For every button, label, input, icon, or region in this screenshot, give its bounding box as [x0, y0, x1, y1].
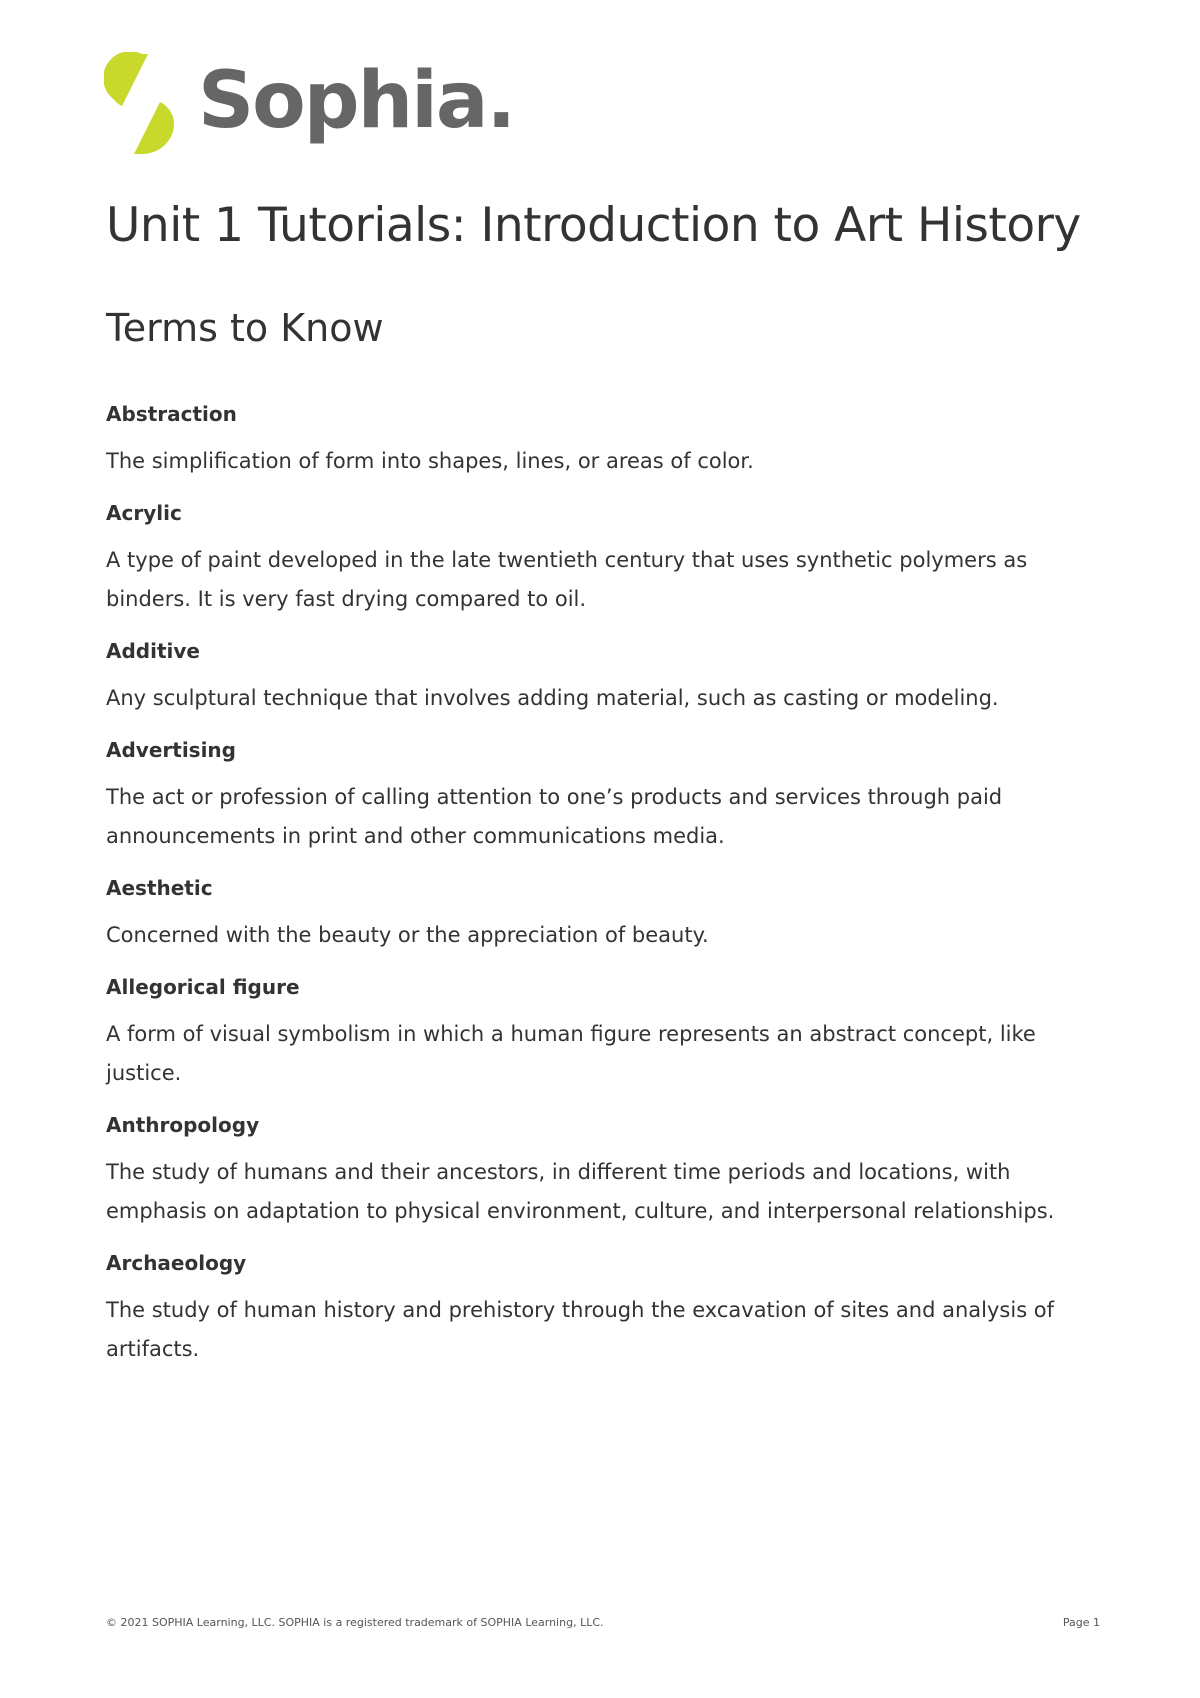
section-title: Terms to Know [106, 306, 384, 350]
term-name: Abstraction [106, 402, 237, 426]
term-name: Archaeology [106, 1251, 247, 1275]
term-entry [106, 400, 1096, 481]
brand-dot: . [486, 56, 515, 146]
term-name: Acrylic [106, 501, 182, 525]
document-body [106, 190, 1096, 1387]
page-footer [106, 1616, 1100, 1629]
term-entry [106, 1249, 1096, 1369]
term-definition: The study of humans and their ancestors, in different time periods and locations, with emphasis on adaptation to physical environment, culture, and interpersonal relationships. [106, 1160, 1055, 1223]
term-entry [106, 874, 1096, 955]
term-entry [106, 1111, 1096, 1231]
document-title: Unit 1 Tutorials: Introduction to Art History [106, 198, 1081, 253]
brand-name: Sophia [198, 56, 487, 146]
term-name: Allegorical figure [106, 975, 300, 999]
term-name: Advertising [106, 738, 236, 762]
sophia-s-logo-icon [104, 52, 178, 156]
term-entry [106, 637, 1096, 718]
copyright-notice: © 2021 SOPHIA Learning, LLC. SOPHIA is a registered trademark of SOPHIA Learning, LLC. [106, 1616, 604, 1629]
term-definition: The act or profession of calling attention to one’s products and services through paid announcements in print and other communications media. [106, 785, 1003, 848]
term-name: Aesthetic [106, 876, 213, 900]
term-name: Additive [106, 639, 200, 663]
term-definition: A type of paint developed in the late twentieth century that uses synthetic polymers as binders. It is very fast drying compared to oil. [106, 548, 1028, 611]
page-number: Page 1 [1062, 1616, 1100, 1629]
term-definition: The simplification of form into shapes, lines, or areas of color. [106, 449, 754, 473]
sophia-wordmark [198, 56, 515, 146]
term-definition: Any sculptural technique that involves adding material, such as casting or modeling. [106, 686, 999, 710]
term-definition: The study of human history and prehistory through the excavation of sites and analysis of artifacts. [106, 1298, 1055, 1361]
term-name: Anthropology [106, 1113, 260, 1137]
term-entry [106, 499, 1096, 619]
term-definition: Concerned with the beauty or the appreciation of beauty. [106, 923, 709, 947]
term-definition: A form of visual symbolism in which a human figure represents an abstract concept, like justice. [106, 1022, 1036, 1085]
sophia-logo [104, 52, 514, 156]
term-entry [106, 736, 1096, 856]
term-entry [106, 973, 1096, 1093]
